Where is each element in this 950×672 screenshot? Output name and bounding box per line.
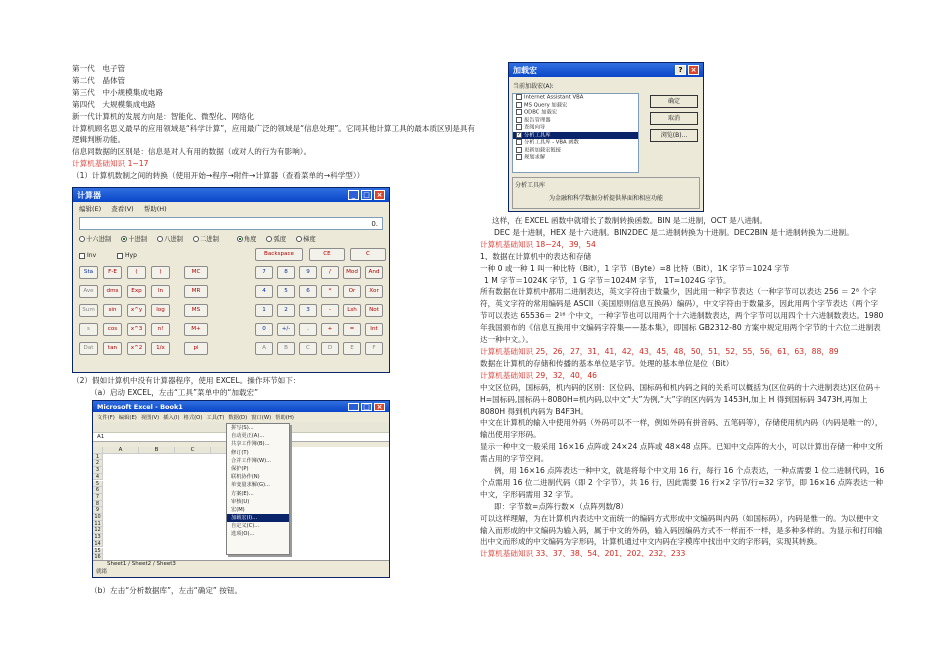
- tools-menu-item[interactable]: 审核(U): [231, 498, 250, 505]
- memory-button[interactable]: MC: [184, 266, 208, 279]
- function-button[interactable]: ): [151, 266, 170, 279]
- memory-button[interactable]: M+: [184, 323, 208, 336]
- tools-menu-item[interactable]: 拼写(S)...: [231, 425, 254, 431]
- addin-checkbox[interactable]: [516, 109, 522, 115]
- function-button[interactable]: 1/x: [151, 342, 170, 355]
- addin-list-item[interactable]: MS Query 加载宏: [513, 102, 638, 110]
- generation-line: 第一代 电子管: [72, 64, 126, 73]
- digit-button[interactable]: 9: [299, 266, 317, 279]
- function-button[interactable]: log: [151, 304, 170, 317]
- digit-button[interactable]: Xor: [365, 285, 383, 298]
- memory-button[interactable]: pi: [184, 342, 208, 355]
- left-column-top: [72, 63, 477, 182]
- tools-menu-item[interactable]: 保护(P): [231, 465, 249, 472]
- digit-button[interactable]: 2: [277, 304, 295, 317]
- function-button[interactable]: x^y: [127, 304, 146, 317]
- paragraph: 即：字节数=点阵行数×（点阵列数/8）: [494, 501, 629, 511]
- paragraph: 一种 0 或一种 1 叫一种比特（Bit），1 字节（Byte）=8 比特（Bit），1K 字节＝1024 字节: [480, 263, 790, 273]
- base-radio-group: [73, 230, 389, 245]
- name-box[interactable]: A1: [93, 433, 389, 442]
- digit-button[interactable]: 0: [255, 323, 273, 336]
- row-header[interactable]: 9: [93, 507, 103, 514]
- row-header[interactable]: 11: [93, 521, 103, 528]
- tools-menu-item[interactable]: 共享工作簿(B)...: [231, 441, 270, 448]
- excel-menu-item[interactable]: 帮助(H): [275, 415, 294, 421]
- paragraph: 计算机顾名思义最早的应用领域是“科学计算”，应用最广泛的领域是“信息处理”。它同其他计算工具的最本质区别是具有逻辑判断功能。: [72, 123, 476, 145]
- radio-grads[interactable]: 梯度: [296, 234, 316, 243]
- addin-checkbox[interactable]: [516, 117, 522, 123]
- minimize-icon[interactable]: _: [348, 403, 359, 411]
- addin-checkbox[interactable]: [516, 94, 522, 100]
- addins-titlebar: [509, 63, 703, 77]
- sheet-tabs[interactable]: Sheet1 / Sheet2 / Sheet3: [93, 560, 389, 568]
- list-item: （b）左击“分析数据库”，左击“确定” 按钮。: [90, 586, 243, 595]
- tools-menu-item[interactable]: 自定义(C)...: [231, 523, 260, 530]
- digit-button[interactable]: D: [321, 342, 339, 355]
- digit-button[interactable]: Not: [365, 304, 383, 317]
- calculator-display: 0.: [79, 217, 383, 230]
- tools-menu-item[interactable]: 加载宏(I)...: [227, 514, 289, 522]
- tools-menu-item[interactable]: 自动更正(A)...: [231, 433, 265, 440]
- inv-checkbox[interactable]: Inv: [79, 252, 96, 259]
- list-item: （1）计算机数制之间的转换（使用开始→程序→附件→计算器（查看菜单的→科学型））: [72, 171, 365, 181]
- corner-cell[interactable]: [93, 447, 103, 454]
- excel-menu-item[interactable]: 工具(T): [206, 415, 225, 421]
- list-item: （a）启动 EXCEL，左击“工具”菜单中的“加载宏”: [90, 387, 259, 397]
- menu-help[interactable]: 帮助(H): [143, 205, 167, 213]
- function-button[interactable]: Dat: [79, 342, 98, 355]
- digit-button[interactable]: Or: [343, 285, 361, 298]
- column-header[interactable]: C: [175, 447, 211, 454]
- paragraph: 所有数据在计算机中都用二进制表达，英文字符由于数量少，因此用一种字节表达（一种字节可以表达 256 ＝ 2⁸ 个字符，英文字符的常用编码是 ASCII（美国原则信息互换码）编码），中文字符由于数量多，因此用两个字节表达（两个字节可以表达 65536＝ 2¹⁶ 个中文，一种字节也可以用两个十六进制数表达，两个字节可以用四个十六进制数表达。1980 年我国颁布的《信息互换用中文编码字符集——基本集》，即国标 GB2312-80 方案中规定用两个字节的十六位二进制表达一种中文。）。: [480, 287, 884, 345]
- function-button[interactable]: sin: [103, 304, 122, 317]
- paragraph: 数据在计算机的存储和传播的基本单位是字节。处理的基本单位是位（Bit）: [480, 358, 734, 368]
- radio-dec[interactable]: 十进制: [121, 234, 147, 243]
- function-button[interactable]: (: [127, 266, 146, 279]
- row-header[interactable]: 10: [93, 514, 103, 521]
- generation-line: 第三代 中小规模集成电路: [72, 87, 164, 97]
- addin-list-item[interactable]: ✓ 分析工具库: [513, 132, 638, 140]
- generation-line: 第四代 大规模集成电路: [72, 99, 156, 109]
- function-button[interactable]: F-E: [103, 266, 122, 279]
- addin-list-item[interactable]: 报告管理器: [513, 117, 638, 125]
- minimize-icon[interactable]: _: [348, 190, 359, 200]
- digit-button[interactable]: /: [321, 266, 339, 279]
- excel-statusbar: [93, 560, 389, 577]
- addins-list[interactable]: [512, 93, 639, 173]
- function-button[interactable]: x^3: [127, 323, 146, 336]
- paragraph: 信息同数据的区别是：信息是对人有用的数据（或对人的行为有影响）。: [72, 147, 312, 157]
- clear-button[interactable]: C: [350, 248, 386, 261]
- reference-line: 计算机基础知识 25，26，27，31，41，42，43，45，48，50，51，52，55，56，61，63，88，89: [480, 346, 839, 356]
- digit-button[interactable]: 1: [255, 304, 273, 317]
- radio-bin[interactable]: 二进制: [193, 234, 219, 243]
- digit-button[interactable]: Int: [365, 323, 383, 336]
- window-title: 计算器: [77, 190, 101, 200]
- ok-button[interactable]: 确定: [650, 95, 698, 108]
- row-header[interactable]: 13: [93, 534, 103, 541]
- column-header[interactable]: A: [103, 447, 139, 454]
- help-icon[interactable]: ?: [675, 65, 686, 75]
- excel-menu-item[interactable]: 文件(F): [97, 415, 115, 421]
- list-item: （2）假如计算机中没有计算器程序，使用 EXCEL。操作环节如下：: [72, 376, 301, 385]
- paragraph: 这样，在 EXCEL 函数中就增长了数制转换函数。BIN 是二进制，OCT 是八进制。: [492, 216, 768, 225]
- digit-button[interactable]: 4: [255, 285, 273, 298]
- cancel-button[interactable]: 取消: [650, 112, 698, 125]
- calculator-keypad: [73, 246, 390, 373]
- hyp-checkbox[interactable]: Hyp: [117, 252, 137, 259]
- addin-list-item[interactable]: 更新加载宏链接: [513, 147, 638, 155]
- maximize-icon[interactable]: □: [361, 403, 372, 411]
- excel-menu-item[interactable]: 数据(D): [228, 415, 248, 421]
- tools-menu-item[interactable]: 合并工作簿(W)...: [231, 457, 272, 464]
- function-button[interactable]: tan: [103, 342, 122, 355]
- excel-menu-item[interactable]: 视图(V): [140, 415, 160, 421]
- reference-line: 计算机基础知识 18~24，39，54: [480, 239, 596, 249]
- addin-description: 为金融和科学数据分析提供界面和相应功能: [548, 195, 663, 202]
- row-header[interactable]: 5: [93, 481, 103, 488]
- digit-button[interactable]: A: [255, 342, 273, 355]
- digit-button[interactable]: 3: [299, 304, 317, 317]
- tools-dropdown-menu: [226, 423, 290, 555]
- reference-line: 计算机基础知识 29，32，40，46: [480, 370, 598, 380]
- excel-titlebar: [93, 401, 389, 412]
- paragraph: 1 M 字节＝1024K 字节，1 G 字节＝1024M 字节， 1T=1024G 字节。: [484, 275, 731, 285]
- digit-button[interactable]: *: [321, 285, 339, 298]
- calculator-menubar: [73, 202, 389, 215]
- function-button[interactable]: Sum: [79, 304, 98, 317]
- close-icon[interactable]: ×: [688, 65, 699, 75]
- digit-button[interactable]: Lsh: [343, 304, 361, 317]
- digit-button[interactable]: E: [343, 342, 361, 355]
- row-header[interactable]: 8: [93, 501, 103, 508]
- tools-menu-item[interactable]: 联机协作(N): [231, 474, 260, 481]
- radio-oct[interactable]: 八进制: [157, 234, 183, 243]
- radio-radians[interactable]: 弧度: [266, 234, 286, 243]
- column-header[interactable]: B: [139, 447, 175, 454]
- excel-menu-item[interactable]: 格式(O): [183, 415, 203, 421]
- function-button[interactable]: Exp: [127, 285, 146, 298]
- excel-menu-item[interactable]: 编辑(E): [118, 415, 137, 421]
- radio-hex[interactable]: 十六进制: [79, 234, 111, 243]
- function-button[interactable]: s: [79, 323, 98, 336]
- tools-menu-item[interactable]: 选项(O)...: [231, 531, 255, 538]
- digit-button[interactable]: -: [321, 304, 339, 317]
- function-button[interactable]: Sta: [79, 266, 98, 279]
- browse-button[interactable]: 浏览(B)...: [650, 129, 698, 142]
- digit-button[interactable]: 6: [299, 285, 317, 298]
- digit-button[interactable]: 5: [277, 285, 295, 298]
- row-header[interactable]: 16: [93, 554, 103, 561]
- excel-menubar: [93, 412, 389, 422]
- digit-button[interactable]: F: [365, 342, 383, 355]
- window-title: 加载宏: [513, 65, 537, 75]
- digit-button[interactable]: Mod: [343, 266, 361, 279]
- paragraph: 中文在计算机的输入中使用外码（外码可以不一样，例如外码有拼音码、五笔码等），存储使用机内码（内码是唯一的），输出使用字形码。: [480, 418, 883, 440]
- digit-button[interactable]: B: [277, 342, 295, 355]
- addins-dialog: [508, 62, 704, 212]
- tools-menu-item[interactable]: 修订(T): [231, 449, 249, 456]
- row-header[interactable]: 15: [93, 548, 103, 555]
- left-column-mid: [72, 375, 390, 399]
- function-button[interactable]: dms: [103, 285, 122, 298]
- left-column-bottom: [72, 585, 390, 597]
- right-column: [480, 215, 885, 560]
- addin-list-item[interactable]: 规划求解: [513, 154, 638, 162]
- tools-menu-item[interactable]: 单变量求解(G)...: [231, 482, 270, 489]
- status-text: 就绪: [96, 569, 108, 575]
- function-button[interactable]: ln: [151, 285, 170, 298]
- excel-window: [92, 400, 390, 578]
- addin-checkbox[interactable]: [516, 154, 522, 160]
- row-header[interactable]: 7: [93, 494, 103, 501]
- function-button[interactable]: x^2: [127, 342, 146, 355]
- addin-checkbox[interactable]: ✓: [517, 131, 522, 138]
- close-icon[interactable]: ×: [374, 403, 385, 411]
- excel-menu-item[interactable]: 窗口(W): [251, 415, 272, 421]
- digit-button[interactable]: +: [321, 323, 339, 336]
- addin-list-item[interactable]: 查阅向导: [513, 124, 638, 132]
- digit-button[interactable]: C: [299, 342, 317, 355]
- backspace-button[interactable]: Backspace: [255, 248, 303, 261]
- digit-button[interactable]: .: [299, 323, 317, 336]
- paragraph: 例，用 16×16 点阵表达一种中文，就是将每个中文用 16 行，每行 16 个点表达，一种点需要 1 位二进制代码，16 个点需用 16 位二进制代码（即 2 个字节），共 16 行，因此需要 16 行×2 字节/行=32 字节，即 16×16 点阵表达一种中文，字形码需用 32 字节。: [480, 466, 885, 499]
- digit-button[interactable]: And: [365, 266, 383, 279]
- addins-list-label: 当前加载宏(A):: [513, 83, 554, 90]
- digit-button[interactable]: 7: [255, 266, 273, 279]
- menu-view[interactable]: 查看(V): [111, 205, 134, 213]
- calculator-window: [72, 187, 390, 373]
- row-header[interactable]: 12: [93, 527, 103, 534]
- addin-list-item[interactable]: ODBC 加载宏: [513, 109, 638, 117]
- paragraph: 可以这样理解，为在计算机内表达中文而统一的编码方式形成中文编码叫内码（如国标码），内码是惟一的。为以便中文输入而形成的中文编码为输入码，属于中文的外码，输入码因编码方式不一样而不一样，是多种多样的。为显示和打印输出中文而形成的中文编码为字形码，计算机通过中文内码在字模库中找出中文的字形码，实现其转换。: [480, 513, 883, 547]
- function-button[interactable]: n!: [151, 323, 170, 336]
- close-icon[interactable]: ×: [374, 190, 385, 200]
- tools-menu-item[interactable]: 宏(M): [231, 506, 245, 513]
- addin-list-item[interactable]: 分析工具库 - VBA 函数: [513, 139, 638, 147]
- window-title: Microsoft Excel - Book1: [97, 402, 183, 411]
- row-header[interactable]: 14: [93, 541, 103, 548]
- row-header[interactable]: 6: [93, 487, 103, 494]
- clear-entry-button[interactable]: CE: [309, 248, 345, 261]
- calculator-titlebar: [73, 188, 389, 202]
- row-header[interactable]: 2: [93, 460, 103, 467]
- maximize-icon[interactable]: □: [361, 190, 372, 200]
- radio-degrees[interactable]: 角度: [237, 234, 257, 243]
- paragraph: 中文区位码，国标码，机内码的区别：区位码、国标码和机内码之间的关系可以概括为(区位码的十六进制表达)区位码＋H=国标码,国标码＋8080H=机内码,以中文“大”为例,“大”字的区内码为 1453H,加上 H 得到国标码 3473H,再加上 8080H 得到机内码为 B4F3H。: [480, 382, 881, 416]
- memory-button[interactable]: MS: [184, 304, 208, 317]
- reference-line: 计算机基础知识 1~17: [72, 159, 149, 169]
- addin-name: 分析工具库: [515, 182, 546, 189]
- excel-menu-item[interactable]: 插入(I): [163, 415, 180, 421]
- paragraph: 1、数据在计算机中的表达和存储: [480, 251, 592, 261]
- paragraph: DEC 是十进制，HEX 是十六进制。BIN2DEC 是二进制转换为十进制。DEC2BIN 是十进制转换为二进制。: [494, 227, 854, 237]
- row-header[interactable]: 1: [93, 454, 103, 461]
- digit-button[interactable]: +/-: [277, 323, 295, 336]
- addin-checkbox[interactable]: [516, 139, 522, 145]
- addin-list-item[interactable]: Internet Assistant VBA: [513, 94, 638, 102]
- addin-checkbox[interactable]: [516, 102, 522, 108]
- addin-checkbox[interactable]: [516, 147, 522, 153]
- digit-button[interactable]: 8: [277, 266, 295, 279]
- addin-checkbox[interactable]: [516, 124, 522, 130]
- row-header[interactable]: 3: [93, 467, 103, 474]
- function-button[interactable]: cos: [103, 323, 122, 336]
- reference-line: 计算机基础知识 33、37、38、54、201、202、232、233: [480, 549, 686, 559]
- addin-description-box: [512, 177, 700, 209]
- paragraph: 显示一种中文一般采用 16×16 点阵或 24×24 点阵或 48×48 点阵。已知中文点阵的大小，可以计算出存储一种中文所需占用的字节空间。: [480, 442, 883, 464]
- paragraph: 新一代计算机的发展方向是：智能化、微型化、网络化: [72, 111, 255, 121]
- digit-button[interactable]: =: [343, 323, 361, 336]
- row-header[interactable]: 4: [93, 474, 103, 481]
- tools-menu-item[interactable]: 方案(E)...: [231, 490, 254, 497]
- function-button[interactable]: Ave: [79, 285, 98, 298]
- memory-button[interactable]: MR: [184, 285, 208, 298]
- generation-line: 第二代 晶体管: [72, 75, 126, 85]
- menu-edit[interactable]: 编辑(E): [79, 205, 102, 213]
